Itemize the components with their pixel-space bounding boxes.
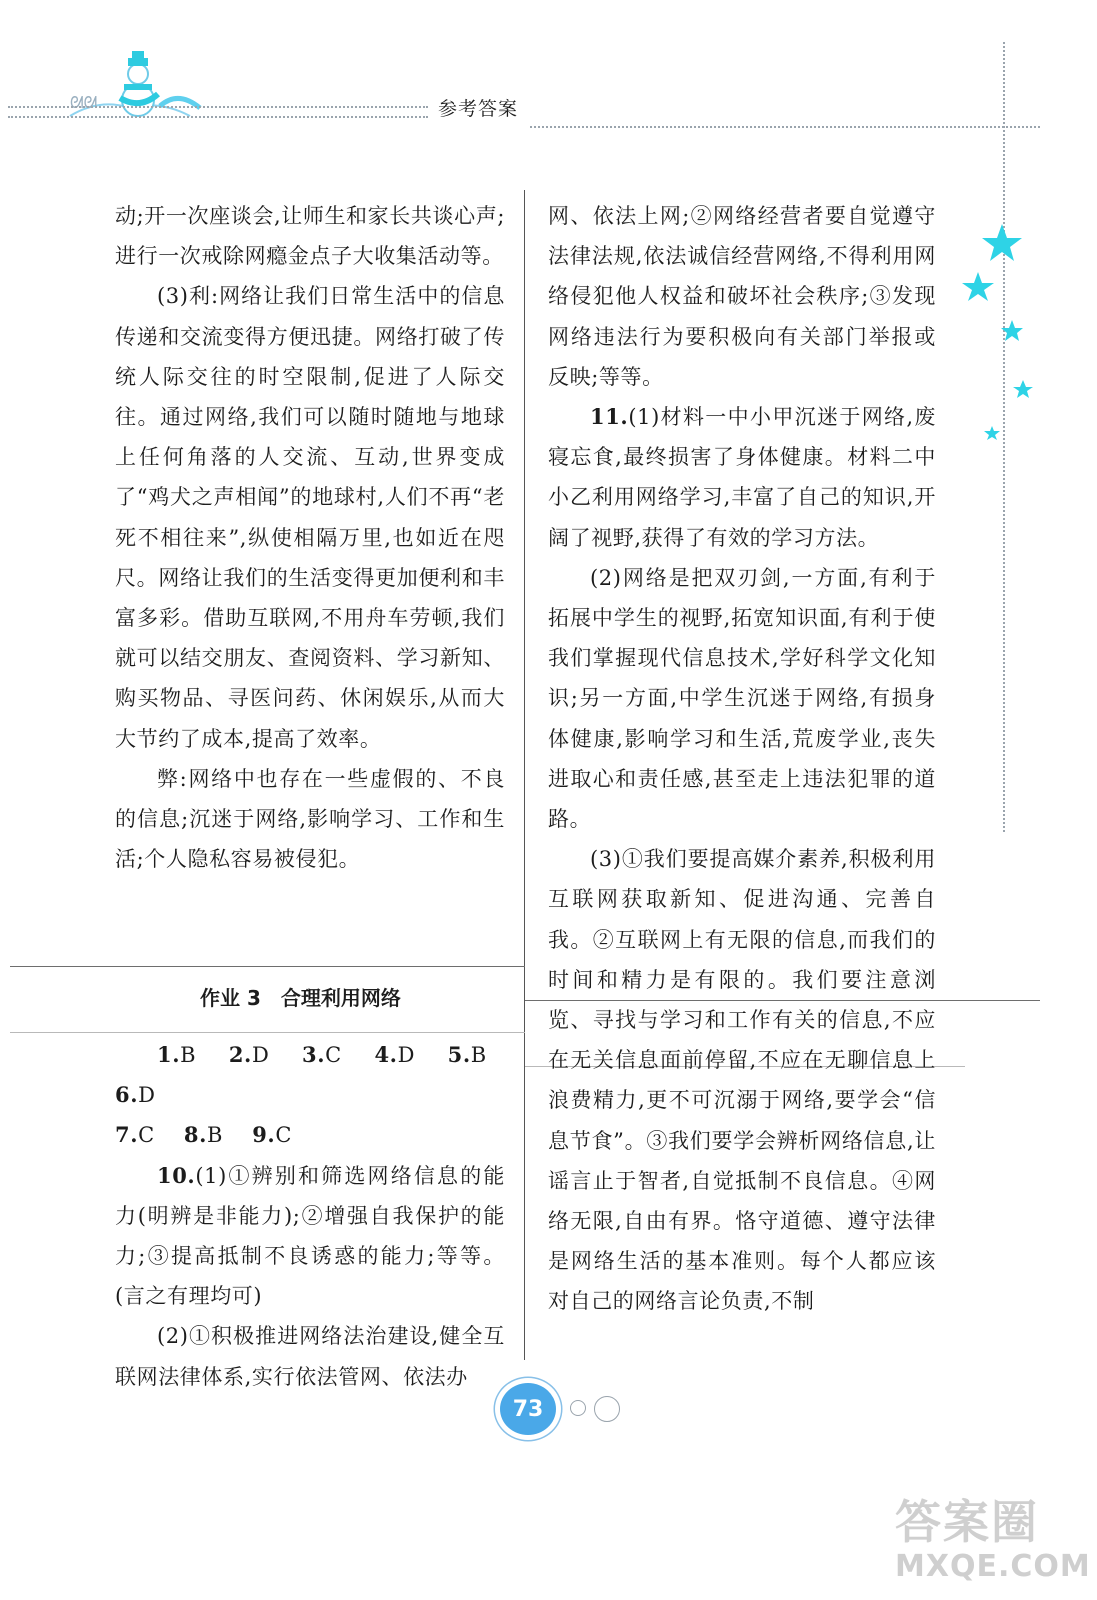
decorative-circle: [594, 1396, 620, 1422]
question-number: 3.: [302, 1042, 326, 1067]
header-dotted-line: [530, 126, 1040, 128]
question-number: 6.: [115, 1082, 139, 1108]
watermark-url: MXQE.COM: [895, 1549, 1091, 1584]
paragraph: [548, 397, 936, 558]
paragraph: (2)网络是把双刃剑,一方面,有利于拓展中学生的视野,拓宽知识面,有利于使我们掌握现代信息技术,学好科学文化知识;另一方面,中学生沉迷于网络,有损身体健康,影响学习和生活,荒废学业,丧失进取心和责任感,甚至走上违法犯罪的道路。: [548, 565, 936, 832]
answer-value: B: [207, 1123, 224, 1148]
header-dotted-line: [8, 106, 428, 108]
watermark: [895, 1495, 1090, 1595]
page-number: 73: [500, 1383, 556, 1435]
question-number: 4.: [374, 1042, 398, 1067]
paragraph: 网、依法上网;②网络经营者要自觉遵守法律法规,依法诚信经营网络,不得利用网络侵犯他人权益和破坏社会秩序;③发现网络违法行为要积极向有关部门举报或反映;等等。: [548, 204, 936, 389]
paragraph: (2)①积极推进网络法治建设,健全互联网法律体系,实行依法管网、依法办: [115, 1324, 505, 1389]
stars-decoration: [950, 210, 1040, 470]
star-icon: [962, 272, 994, 301]
answer-value: D: [251, 1043, 270, 1067]
answer-value: C: [138, 1123, 155, 1148]
answer-row: [115, 1115, 505, 1155]
right-column: [548, 196, 936, 1322]
answer-value: D: [397, 1043, 416, 1067]
answer-value: B: [470, 1043, 487, 1067]
header-dotted-line: [8, 116, 428, 118]
section-separator: [10, 1032, 525, 1033]
snowman-icon: [60, 50, 210, 130]
paragraph: 弊:网络中也存在一些虚假的、不良的信息;沉迷于网络,影响学习、工作和生活;个人隐私容易被侵犯。: [115, 766, 505, 872]
question-number: 10.: [157, 1162, 196, 1188]
section-title: 作业 3 合理利用网络: [200, 986, 401, 1010]
question-number: 2.: [228, 1042, 252, 1067]
question-number: 8.: [183, 1122, 208, 1148]
section-separator: [10, 966, 525, 967]
star-icon: [1001, 320, 1023, 341]
answer-row: [115, 1035, 505, 1115]
paragraph: (3)①我们要提高媒介素养,积极利用互联网获取新知、促进沟通、完善自我。②互联网上有无限的信息,而我们的时间和精力是有限的。我们要注意浏览、寻找与学习和工作有关的信息,不应在无关信息面前停留,不应在无聊信息上浪费精力,更不可沉溺于网络,要学会“信息节食”。③我们要学会辨析网络信息,让谣言止于智者,自觉抵制不良信息。④网络无限,自由有界。恪守道德、遵守法律是网络生活的基本准则。每个人都应该对自己的网络言论负责,不制: [548, 847, 936, 1314]
star-icon: [982, 224, 1022, 261]
answer-value: D: [138, 1083, 156, 1108]
question-number: 11.: [590, 404, 629, 430]
question-number: 5.: [447, 1042, 471, 1067]
header-title: 参考答案: [438, 98, 519, 120]
answers-block: [115, 1035, 505, 1397]
question-number: 1.: [157, 1042, 181, 1067]
svg-text:ᘛᘛ: ᘛᘛ: [70, 93, 98, 112]
answer-text: (1)材料一中小甲沉迷于网络,废寝忘食,最终损害了身体健康。材料二中小乙利用网络学习,丰富了自己的知识,开阔了视野,获得了有效的学习方法。: [548, 405, 936, 550]
question-number: 9.: [252, 1122, 276, 1148]
star-icon: [1013, 380, 1033, 398]
paragraph: (3)利:网络让我们日常生活中的信息传递和交流变得方便迅捷。网络打破了传统人际交往的时空限制,促进了人际交往。通过网络,我们可以随时随地与地球上任何角落的人交流、互动,世界变成了“鸡犬之声相闻”的地球村,人们不再“老死不相往来”,纵使相隔万里,也如近在咫尺。网络让我们的生活变得更加便利和丰富多彩。借助互联网,不用舟车劳顿,我们就可以结交朋友、查阅资料、学习新知、购买物品、寻医问药、休闲娱乐,从而大大节约了成本,提高了效率。: [115, 284, 505, 751]
answer-value: B: [180, 1043, 197, 1067]
star-icon: [984, 426, 1000, 440]
decorative-circle: [570, 1400, 586, 1416]
answer-text: (1)①辨别和筛选网络信息的能力(明辨是非能力);②增强自我保护的能力;③提高抵制不良诱惑的能力;等等。(言之有理均可): [115, 1163, 505, 1309]
answer-value: C: [325, 1043, 342, 1067]
question-number: 7.: [115, 1122, 139, 1148]
watermark-logo: 答案圈: [895, 1495, 1039, 1549]
paragraph: [115, 1156, 505, 1317]
paragraph: 动;开一次座谈会,让师生和家长共谈心声;进行一次戒除网瘾金点子大收集活动等。: [115, 204, 505, 269]
answer-value: C: [275, 1123, 292, 1148]
column-divider: [524, 190, 525, 1360]
left-column: [115, 196, 505, 879]
